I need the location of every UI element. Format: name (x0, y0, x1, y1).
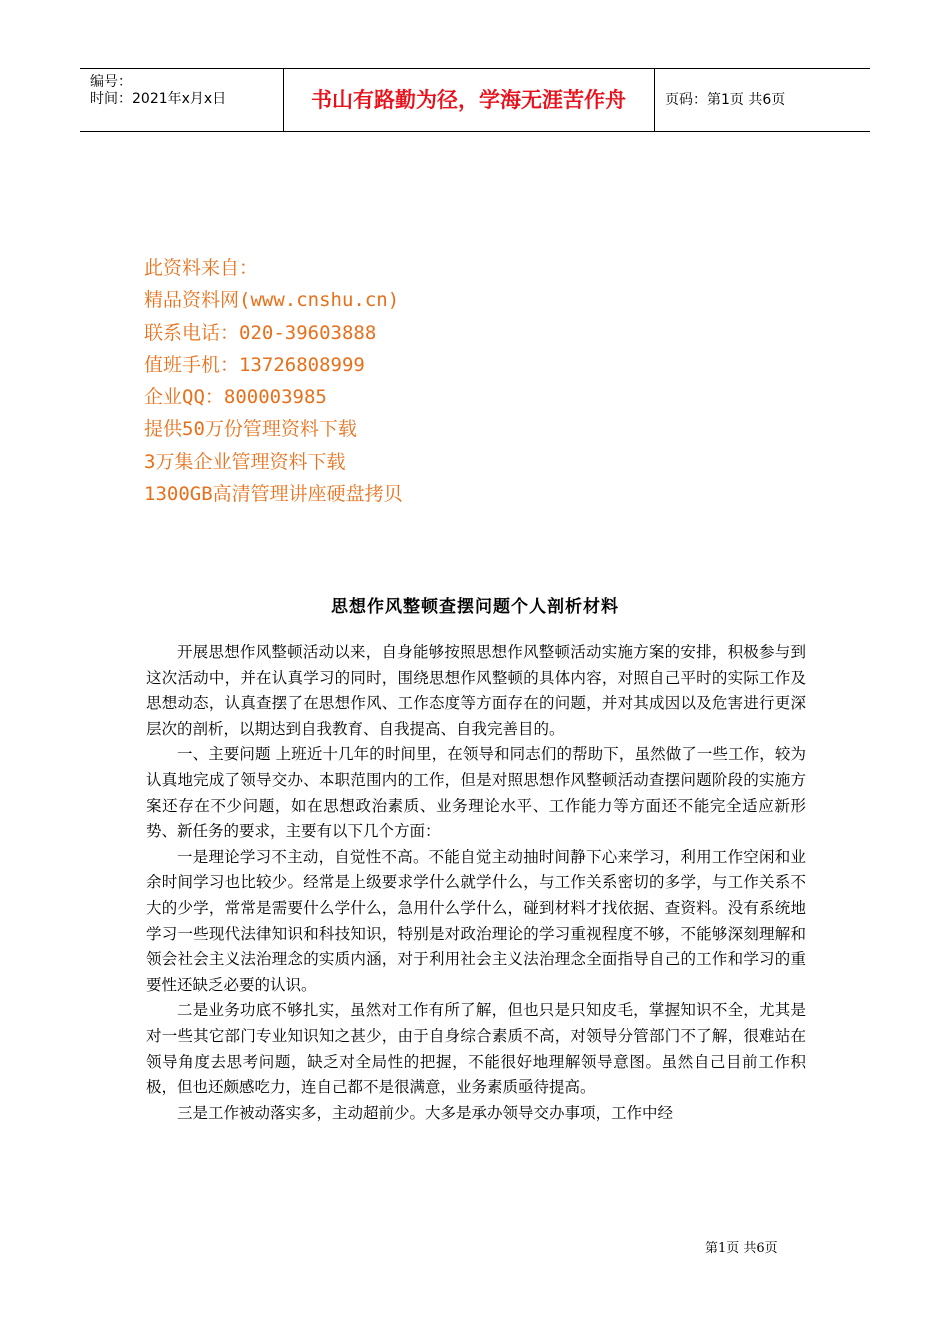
header-meta-cell (80, 69, 284, 131)
document-title: 思想作风整顿查摆问题个人剖析材料 (331, 597, 619, 617)
body-paragraph: 一、主要问题 上班近十几年的时间里，在领导和同志们的帮助下，虽然做了一些工作，较为认真地完成了领导交办、本职范围内的工作，但是对照思想作风整顿活动查摆问题阶段的实施方案还存在不少问题，如在思想政治素质、业务理论水平、工作能力等方面还不能完全适应新形势、新任务的要求，主要有以下几个方面： (146, 745, 806, 841)
body-paragraph: 三是工作被动落实多，主动超前少。大多是承办领导交办事项，工作中经 (177, 1103, 674, 1122)
header-page-info: 页码：第1页 共6页 (665, 92, 786, 108)
promo-line: 精品资料网(www.cnshu.cn) (144, 289, 400, 312)
date-line: 时间：2021年x月x日 (90, 91, 227, 107)
body-paragraph: 一是理论学习不主动，自觉性不高。不能自觉主动抽时间静下心来学习，利用工作空闲和业余时间学习也比较少。经常是上级要求学什么就学什么，与工作关系密切的多学，与工作关系不大的少学，常常是需要什么学什么，急用什么学什么，碰到材料才找依据、查资料。没有系统地学习一些现代法律知识和科技知识，特别是对政治理论的学习重视程度不够，不能够深刻理解和领会社会主义法治理念的实质内涵，对于利用社会主义法治理念全面指导自己的工作和学习的重要性还缺乏必要的认识。 (146, 847, 806, 994)
document-body (146, 640, 806, 1126)
promo-line: 3万集企业管理资料下载 (144, 450, 346, 473)
promo-line: 1300GB高清管理讲座硬盘拷贝 (144, 483, 403, 506)
number-label: 编号： (90, 74, 132, 90)
promo-line: 联系电话：020-39603888 (144, 321, 377, 344)
footer-page-info: 第1页 共6页 (705, 1241, 778, 1256)
promo-line: 此资料来自： (144, 257, 259, 279)
body-paragraph: 二是业务功底不够扎实，虽然对工作有所了解，但也只是只知皮毛，掌握知识不全，尤其是对一些其它部门专业知识知之甚少，由于自身综合素质不高，对领导分管部门不了解，很难站在领导角度去思考问题，缺乏对全局性的把握，不能很好地理解领导意图。虽然自己目前工作积极，但也还颇感吃力，连自己都不是很满意，业务素质亟待提高。 (146, 1001, 806, 1097)
promo-line: 企业QQ：800003985 (144, 386, 327, 409)
header-motto: 书山有路勤为径，学海无涯苦作舟 (283, 69, 655, 131)
document-header (80, 68, 870, 132)
body-paragraph: 开展思想作风整顿活动以来，自身能够按照思想作风整顿活动实施方案的安排，积极参与到这次活动中，并在认真学习的同时，围绕思想作风整顿的具体内容，对照自己平时的实际工作及思想动态，认真查摆了在思想作风、工作态度等方面存在的问题，并对其成因以及危害进行更深层次的剖析，以期达到自我教育、自我提高、自我完善目的。 (146, 643, 806, 738)
promo-line: 值班手机：13726808999 (144, 353, 365, 376)
promo-line: 提供50万份管理资料下载 (144, 418, 357, 441)
promo-block (144, 252, 403, 510)
